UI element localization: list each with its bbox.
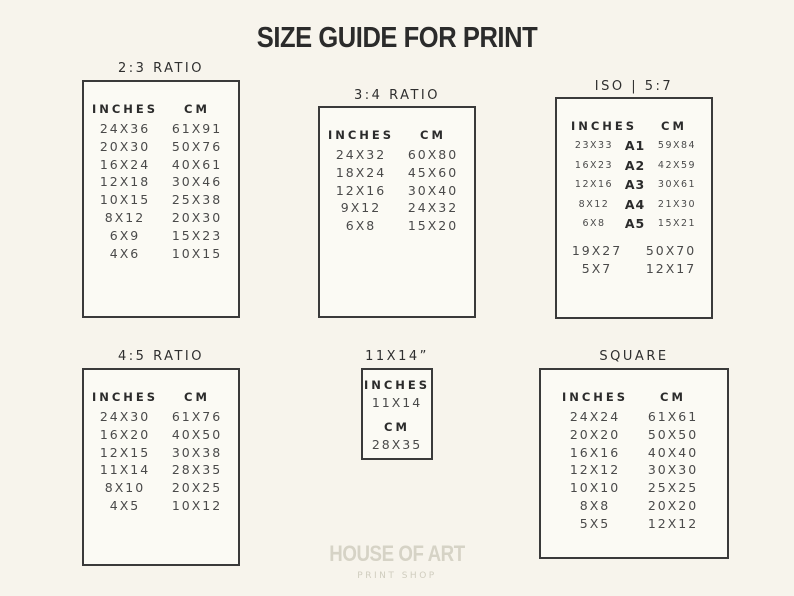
size-value: 40X40	[647, 444, 699, 460]
size-value: 61X61	[647, 409, 699, 424]
size-value: 20X30	[99, 138, 151, 154]
size-value: 8X8	[579, 497, 611, 513]
cm-header: CM	[661, 119, 687, 133]
size-value: 23X33	[574, 140, 614, 152]
inches-column	[89, 102, 161, 262]
size-value: 28X35	[371, 436, 423, 452]
size-value: 61X76	[171, 409, 223, 424]
size-value: 30X40	[407, 182, 459, 198]
size-value: 16X24	[99, 156, 151, 172]
size-value: 20X20	[647, 497, 699, 513]
iso-paper-size: A2	[624, 157, 646, 173]
size-value: 12X17	[645, 260, 697, 276]
size-value: 8X10	[104, 480, 146, 496]
size-value: 5X5	[579, 515, 611, 531]
size-card-2-3	[82, 80, 240, 318]
cm-header: CM	[660, 390, 686, 404]
cm-header: CM	[184, 102, 210, 116]
size-value: 28X35	[171, 462, 223, 478]
size-value: 6X8	[582, 218, 606, 230]
size-value: 42X59	[657, 159, 697, 171]
size-value: 18X24	[335, 164, 387, 180]
size-value: 16X23	[574, 159, 614, 171]
size-value: 15X20	[407, 218, 459, 234]
size-card-square	[539, 368, 729, 559]
size-value: 20X25	[171, 480, 223, 496]
shop-logo-tagline: PRINT SHOP	[357, 571, 437, 581]
inches-header: INCHES	[327, 128, 395, 142]
size-value: 25X25	[647, 480, 699, 496]
inches-column	[89, 390, 161, 515]
size-value: 20X20	[569, 426, 621, 442]
size-value: 4X5	[109, 497, 141, 513]
inches-header: INCHES	[570, 119, 638, 133]
size-value: 50X70	[645, 243, 697, 258]
size-value: 15X23	[171, 227, 223, 243]
size-value: 50X50	[647, 426, 699, 442]
size-value: 10X15	[171, 245, 223, 261]
size-value: 61X91	[171, 121, 223, 136]
inches-column	[325, 128, 397, 235]
ratio-label-square: SQUARE	[599, 349, 669, 364]
size-value: 12X12	[647, 515, 699, 531]
iso-paper-size: A4	[624, 196, 646, 212]
size-value: 60X80	[407, 147, 459, 162]
iso-row	[557, 156, 711, 176]
size-value: 11X14	[371, 395, 423, 410]
size-card-4-5	[82, 368, 240, 566]
ratio-label-iso: ISO | 5:7	[594, 79, 674, 94]
size-value: 25X38	[171, 192, 223, 208]
iso-paper-size: A3	[624, 177, 646, 193]
ratio-label-4-5: 4:5 RATIO	[118, 349, 204, 364]
size-value: 21X30	[657, 198, 697, 210]
size-value: 9X12	[340, 200, 382, 216]
size-value: 24X36	[99, 121, 151, 136]
inches-header: INCHES	[91, 390, 159, 404]
cm-header: CM	[184, 390, 210, 404]
inches-header: INCHES	[561, 390, 629, 404]
size-value: 15X21	[657, 218, 697, 230]
size-value: 16X16	[569, 444, 621, 460]
size-value: 30X46	[171, 174, 223, 190]
inches-column	[560, 242, 634, 278]
shop-logo: HOUSE OF ART	[329, 541, 465, 566]
size-card-3-4	[318, 106, 476, 318]
size-value: 24X32	[335, 147, 387, 162]
size-value: 10X15	[99, 192, 151, 208]
size-value: 20X30	[171, 209, 223, 225]
inches-column	[556, 390, 634, 533]
size-value: 24X24	[569, 409, 621, 424]
size-card-iso	[555, 97, 713, 319]
size-value: 4X6	[109, 245, 141, 261]
size-value: 12X12	[569, 462, 621, 478]
inches-header: INCHES	[363, 378, 431, 392]
cm-column	[397, 128, 469, 235]
cm-header: CM	[420, 128, 446, 142]
size-value: 12X18	[99, 174, 151, 190]
size-card-11x14	[361, 368, 433, 460]
size-value: 8X12	[578, 198, 610, 210]
size-value: 30X38	[171, 444, 223, 460]
iso-row	[557, 175, 711, 195]
cm-header: CM	[384, 419, 410, 434]
size-value: 30X61	[657, 179, 697, 191]
size-value: 40X61	[171, 156, 223, 172]
size-value: 30X30	[647, 462, 699, 478]
inches-header: INCHES	[91, 102, 159, 116]
iso-row	[557, 136, 711, 156]
size-value: 12X16	[574, 179, 614, 191]
size-value: 45X60	[407, 164, 459, 180]
size-value: 8X12	[104, 209, 146, 225]
size-value: 6X9	[109, 227, 141, 243]
size-value: 11X14	[99, 462, 151, 478]
ratio-label-3-4: 3:4 RATIO	[354, 88, 440, 103]
ratio-label-2-3: 2:3 RATIO	[118, 61, 204, 76]
size-value: 50X76	[171, 138, 223, 154]
size-value: 40X50	[171, 426, 223, 442]
cm-column	[634, 242, 708, 278]
size-value: 5X7	[581, 260, 613, 276]
size-value: 16X20	[99, 426, 151, 442]
iso-paper-size: A5	[624, 216, 646, 232]
size-value: 19X27	[571, 243, 623, 258]
size-value: 10X10	[569, 480, 621, 496]
cm-column	[634, 390, 712, 533]
size-value: 59X84	[657, 140, 697, 152]
size-value: 24X32	[407, 200, 459, 216]
size-value: 12X15	[99, 444, 151, 460]
page-title: SIZE GUIDE FOR PRINT	[256, 22, 538, 54]
ratio-label-11x14: 11X14”	[365, 349, 429, 364]
size-value: 6X8	[345, 218, 377, 234]
cm-column	[161, 102, 233, 262]
iso-row	[557, 214, 711, 234]
iso-paper-size: A1	[624, 138, 646, 154]
iso-row	[557, 195, 711, 215]
size-value: 24X30	[99, 409, 151, 424]
size-value: 10X12	[171, 497, 223, 513]
cm-column	[161, 390, 233, 515]
size-value: 12X16	[335, 182, 387, 198]
